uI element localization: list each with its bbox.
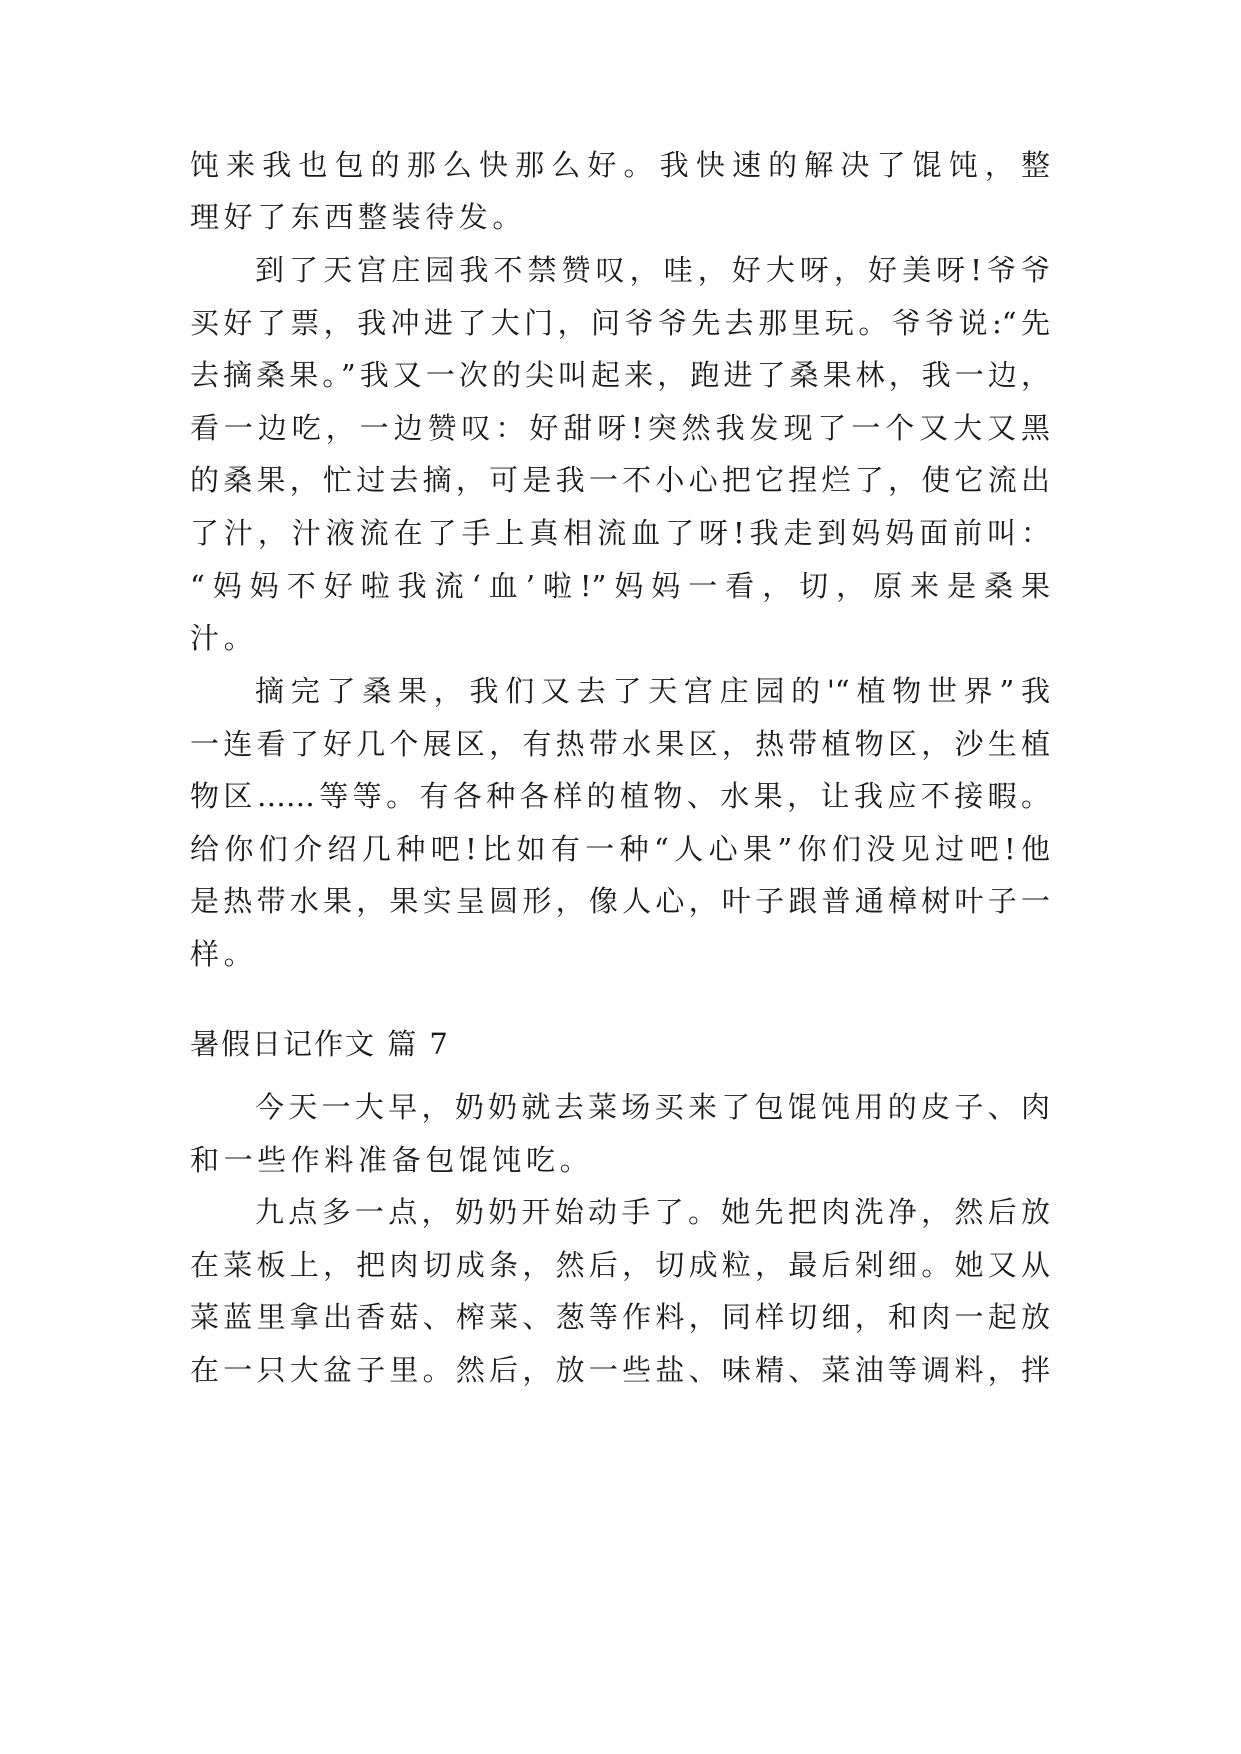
paragraph-line: 一连看了好几个展区，有热带水果区，热带植物区，沙生植 bbox=[190, 727, 1050, 761]
paragraph-line: “妈妈不好啦我流‘血’啦!”妈妈一看，切，原来是桑果 bbox=[190, 569, 1050, 603]
paragraph-line: 物区……等等。有各种各样的植物、水果，让我应不接暇。 bbox=[190, 779, 1050, 813]
paragraph-line: 到了天宫庄园我不禁赞叹，哇，好大呀，好美呀!爷爷 bbox=[255, 253, 1050, 287]
paragraph-line: 的桑果，忙过去摘，可是我一不小心把它捏烂了，使它流出 bbox=[190, 463, 1050, 497]
section-heading: 暑假日记作文 篇 7 bbox=[190, 1027, 450, 1061]
paragraph-line: 理好了东西整装待发。 bbox=[190, 200, 527, 234]
paragraph-line: 样。 bbox=[190, 937, 258, 971]
paragraph-line: 在菜板上，把肉切成条，然后，切成粒，最后剁细。她又从 bbox=[190, 1248, 1050, 1282]
paragraph-line: 今天一大早，奶奶就去菜场买来了包馄饨用的皮子、肉 bbox=[255, 1090, 1050, 1124]
paragraph-line: 看一边吃，一边赞叹：好甜呀!突然我发现了一个又大又黑 bbox=[190, 411, 1050, 445]
paragraph-line: 在一只大盆子里。然后，放一些盐、味精、菜油等调料，拌 bbox=[190, 1353, 1050, 1387]
paragraph-line: 饨来我也包的那么快那么好。我快速的解决了馄饨，整 bbox=[190, 148, 1050, 182]
paragraph-line: 摘完了桑果，我们又去了天宫庄园的'“植物世界”我 bbox=[255, 674, 1050, 708]
paragraph-line: 和一些作料准备包馄饨吃。 bbox=[190, 1143, 594, 1177]
paragraph-line: 是热带水果，果实呈圆形，像人心，叶子跟普通樟树叶子一 bbox=[190, 884, 1050, 918]
paragraph-line: 了汁，汁液流在了手上真相流血了呀!我走到妈妈面前叫： bbox=[190, 516, 1050, 550]
paragraph-line: 汁。 bbox=[190, 621, 258, 655]
paragraph-line: 菜蓝里拿出香菇、榨菜、葱等作料，同样切细，和肉一起放 bbox=[190, 1300, 1050, 1334]
paragraph-line: 买好了票，我冲进了大门，问爷爷先去那里玩。爷爷说:“先 bbox=[190, 306, 1050, 340]
paragraph-line: 给你们介绍几种吧!比如有一种“人心果”你们没见过吧!他 bbox=[190, 832, 1050, 866]
paragraph-line: 去摘桑果。”我又一次的尖叫起来，跑进了桑果林，我一边， bbox=[190, 358, 1050, 392]
paragraph-line: 九点多一点，奶奶开始动手了。她先把肉洗净，然后放 bbox=[255, 1195, 1050, 1229]
